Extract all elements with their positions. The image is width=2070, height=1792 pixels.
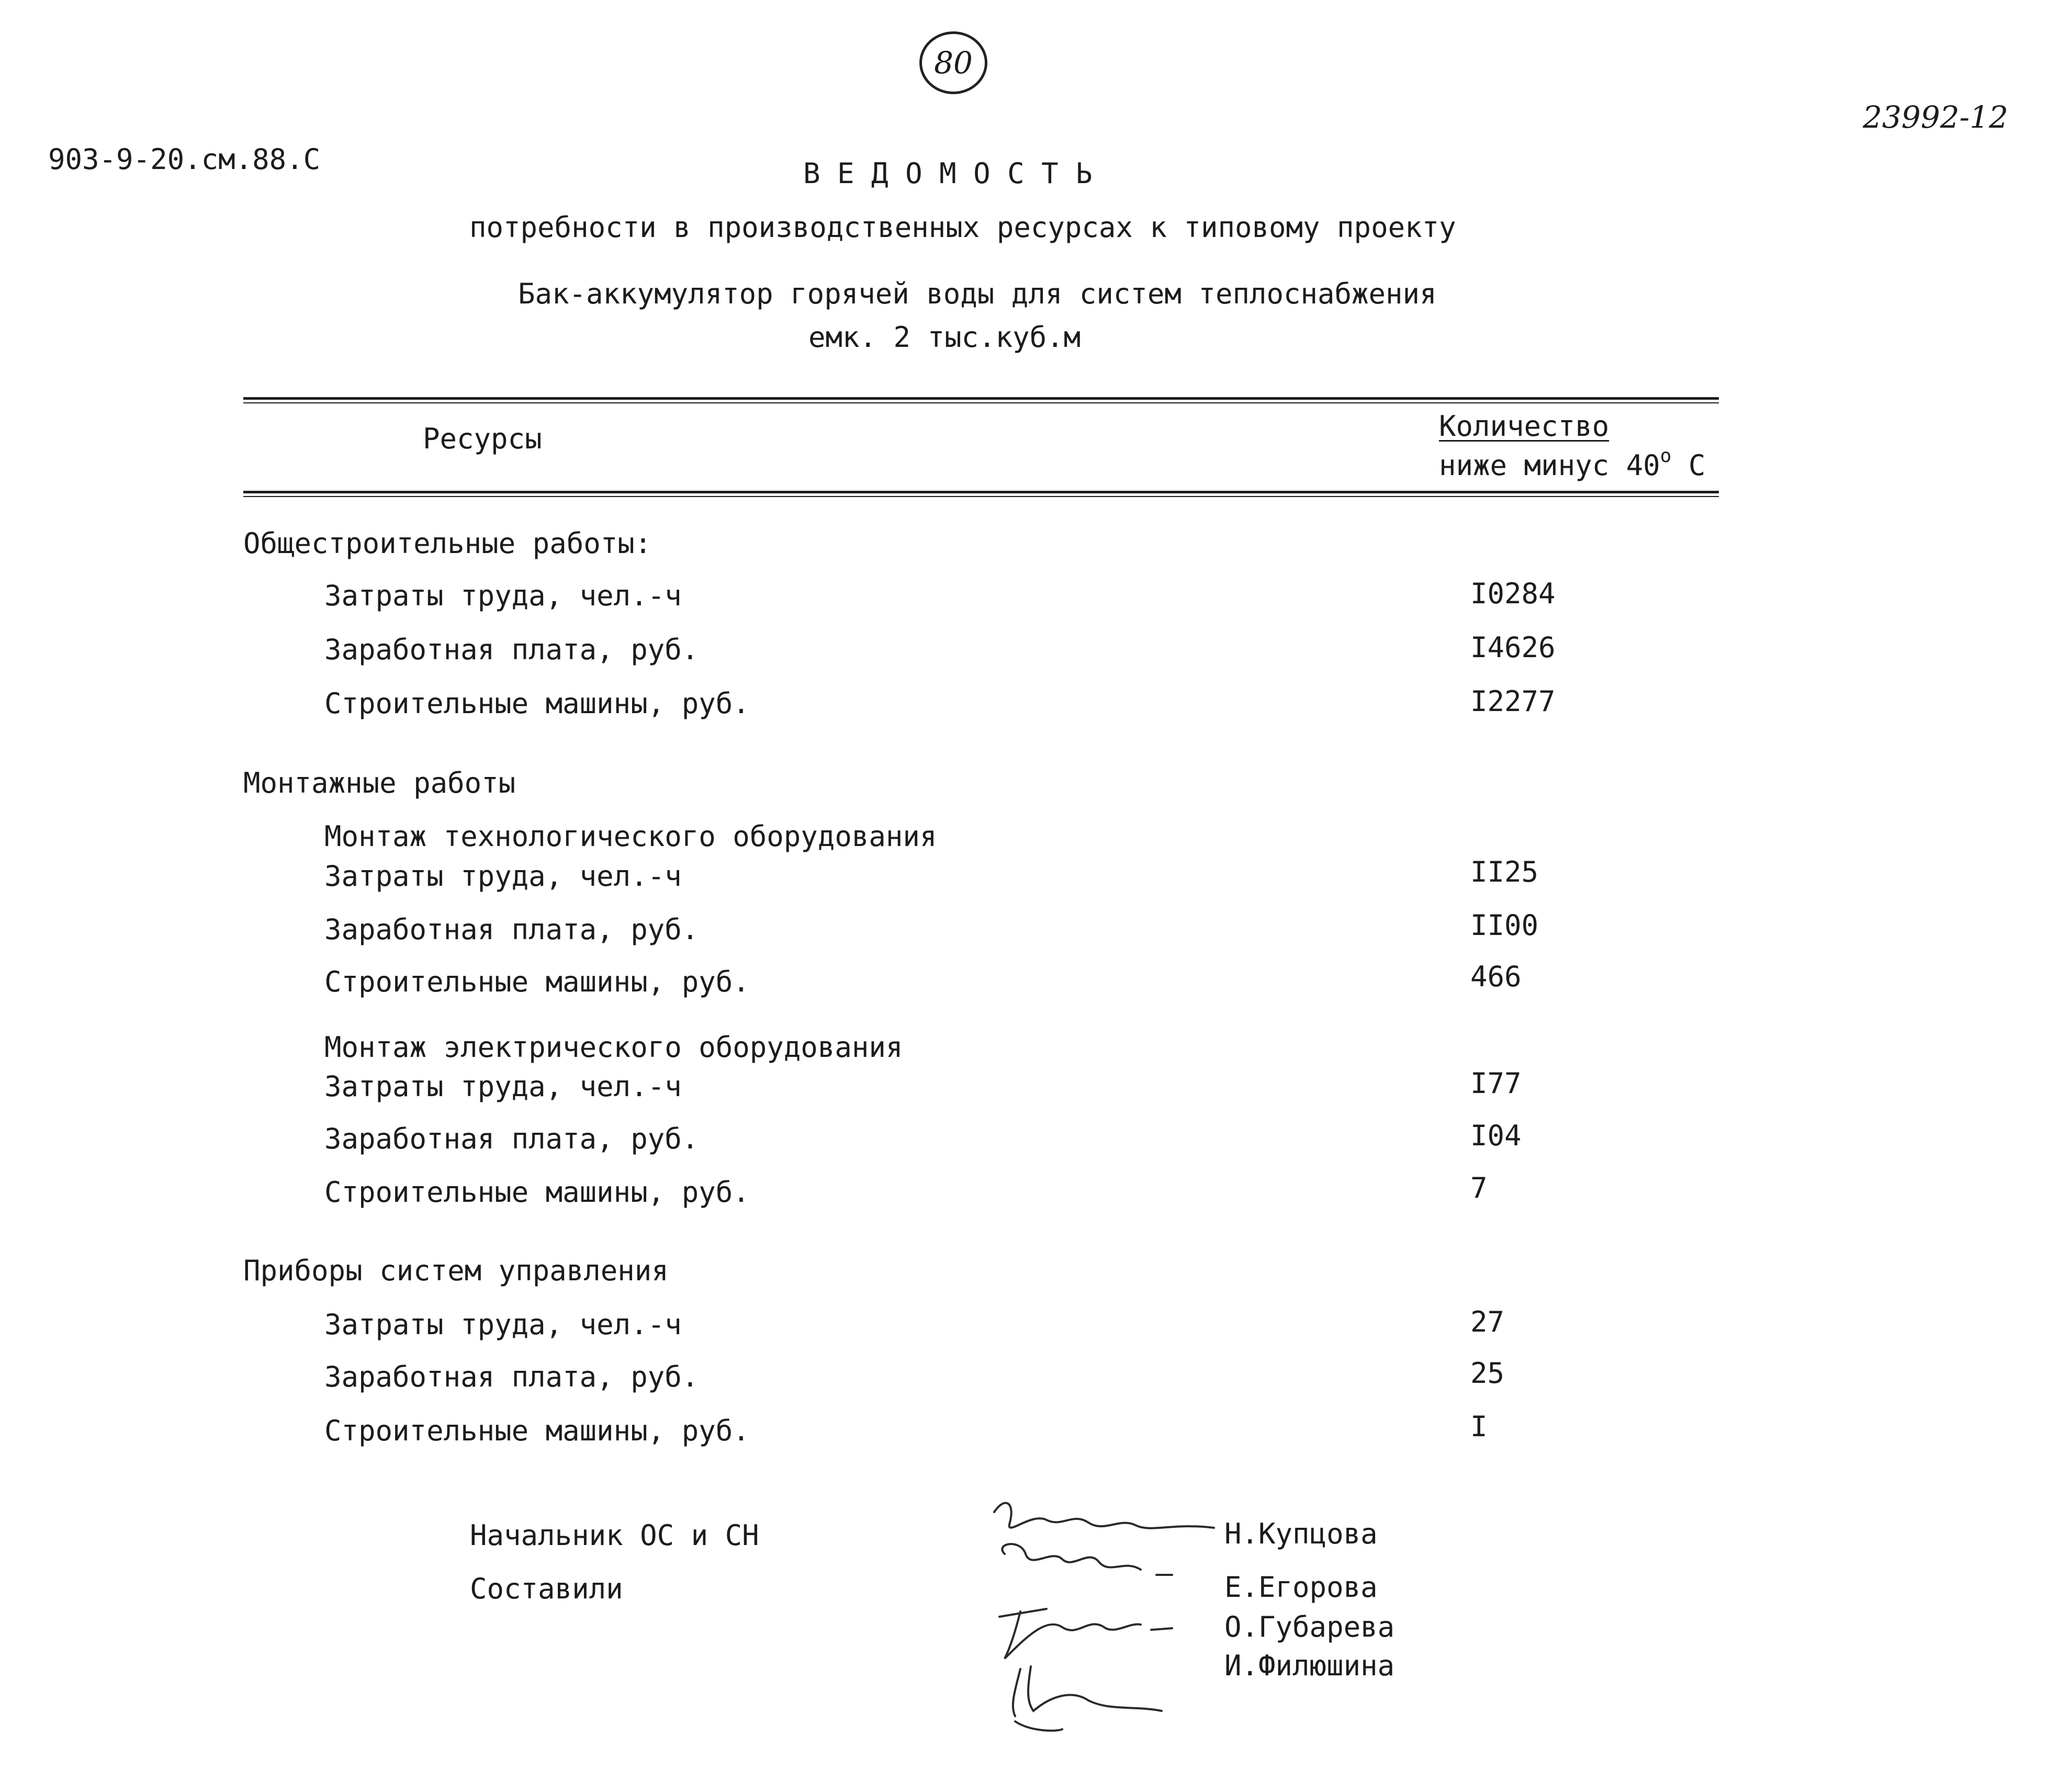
signature-egorova	[1002, 1544, 1172, 1575]
row-value: II00	[1470, 909, 1539, 942]
project-name-line2: емк. 2 тыс.куб.м	[808, 321, 1081, 354]
signature-gubareva	[999, 1609, 1172, 1659]
row-label: Строительные машины, руб.	[324, 687, 750, 720]
row-label: Строительные машины, руб.	[324, 1176, 750, 1209]
row-label: Затраты труда, чел.-ч	[324, 579, 682, 612]
signatory-name: Н.Купцова	[1224, 1517, 1378, 1550]
condition-unit: С	[1688, 449, 1706, 482]
signature-kuptsova	[994, 1503, 1214, 1528]
row-label: Строительные машины, руб.	[324, 1414, 750, 1447]
row-label: Затраты труда, чел.-ч	[324, 1070, 682, 1103]
condition-text: ниже минус 40	[1439, 449, 1660, 482]
sheet-number: 23992-12	[1863, 99, 2008, 135]
column-header-quantity: Количество	[1439, 410, 1610, 443]
head-label: Начальник ОС и СН	[470, 1519, 759, 1552]
row-label: Заработная плата, руб.	[324, 913, 699, 946]
row-value: 27	[1470, 1305, 1505, 1338]
row-value: II25	[1470, 855, 1539, 888]
signature-filyushina	[1013, 1666, 1162, 1731]
signatory-name: О.Губарева	[1224, 1610, 1395, 1643]
section-heading-installation: Монтажные работы	[243, 767, 516, 799]
row-value: I77	[1470, 1067, 1522, 1100]
row-value: 25	[1470, 1357, 1505, 1390]
row-label: Затраты труда, чел.-ч	[324, 1308, 682, 1341]
subsection-heading-electric: Монтаж электрического оборудования	[324, 1031, 903, 1064]
handwritten-signatures	[984, 1491, 1235, 1737]
table-header-rule	[243, 491, 1719, 493]
page-number: 80	[934, 45, 973, 81]
degree-sign: о	[1660, 445, 1672, 467]
column-header-resources: Ресурсы	[423, 422, 542, 455]
row-label: Затраты труда, чел.-ч	[324, 860, 682, 893]
doc-code: 903-9-20.см.88.С	[48, 143, 321, 176]
section-heading-control: Приборы систем управления	[243, 1254, 669, 1287]
row-value: 466	[1470, 960, 1522, 993]
subsection-heading-tech: Монтаж технологического оборудования	[324, 820, 937, 853]
section-heading-general: Общестроительные работы:	[243, 527, 652, 560]
row-value: I	[1470, 1410, 1488, 1443]
row-label: Заработная плата, руб.	[324, 1360, 699, 1393]
row-label: Заработная плата, руб.	[324, 633, 699, 666]
row-label: Строительные машины, руб.	[324, 965, 750, 998]
signatory-name: И.Филюшина	[1224, 1649, 1395, 1682]
page-number-stamp	[919, 31, 987, 94]
row-value: I0284	[1470, 577, 1556, 610]
row-value: I4626	[1470, 631, 1556, 664]
project-name-line1: Бак-аккумулятор горячей воды для систем теплоснабжения	[518, 277, 1437, 310]
compiled-label: Составили	[470, 1572, 623, 1605]
table-top-rule	[243, 397, 1719, 400]
table-top-rule-thin	[243, 402, 1719, 403]
table-header-rule-thin	[243, 496, 1719, 497]
row-value: I2277	[1470, 685, 1556, 718]
row-value: I04	[1470, 1119, 1522, 1152]
row-label: Заработная плата, руб.	[324, 1122, 699, 1155]
row-value: 7	[1470, 1171, 1488, 1204]
signatory-name: Е.Егорова	[1224, 1571, 1378, 1604]
column-header-quantity-condition	[1439, 445, 1706, 482]
document-title: В Е Д О М О С Т Ь	[803, 157, 1093, 190]
document-subtitle: потребности в производственных ресурсах к типовому проекту	[469, 211, 1456, 244]
